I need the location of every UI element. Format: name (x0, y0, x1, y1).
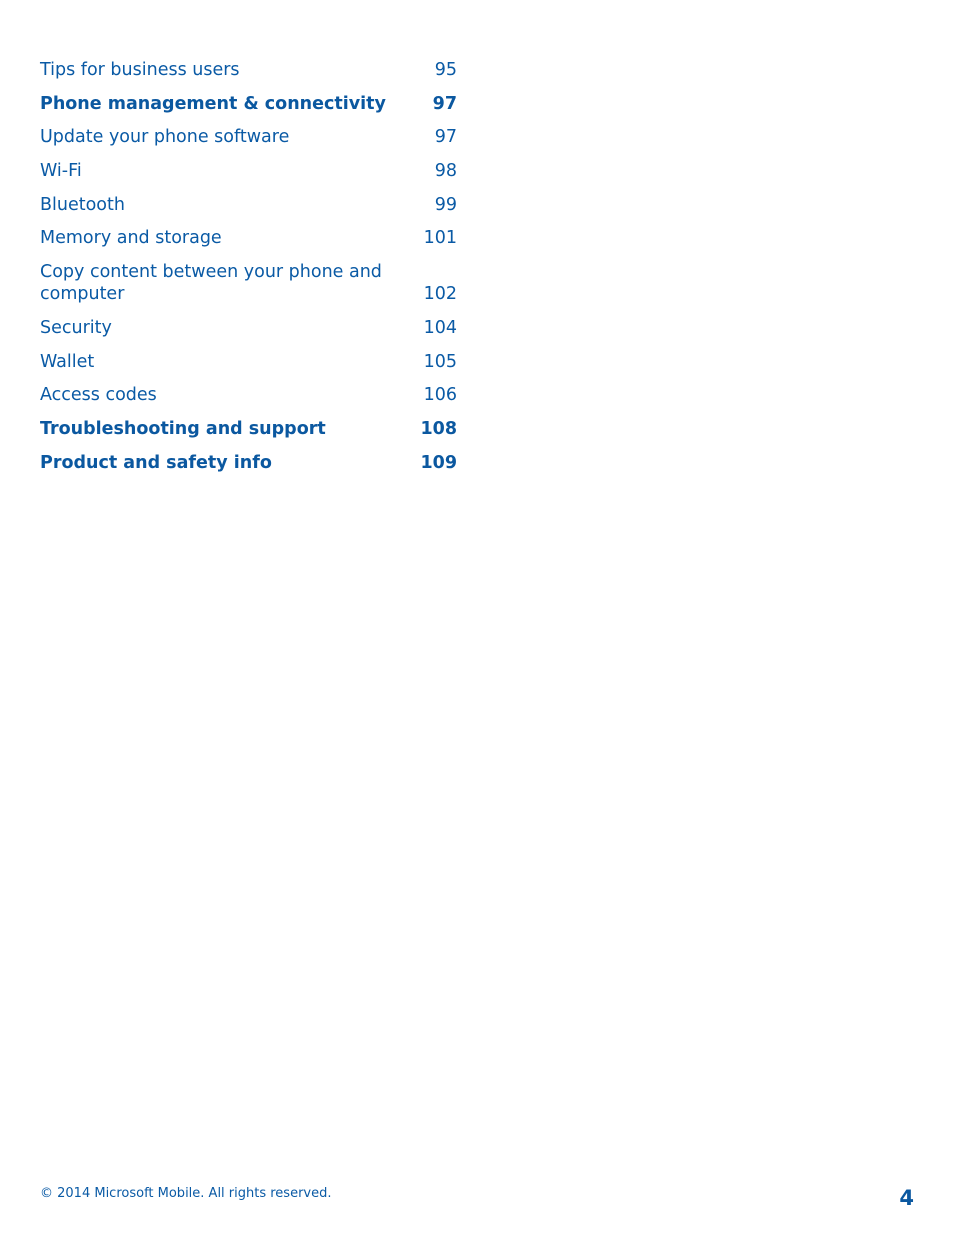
toc-entry-page: 101 (423, 228, 457, 249)
table-of-contents (40, 55, 457, 481)
toc-entry-title: Copy content between your phone and computer (40, 262, 382, 305)
toc-section-heading[interactable] (40, 414, 457, 448)
toc-entry[interactable] (40, 380, 457, 414)
toc-entry-title: Wallet (40, 351, 95, 372)
toc-entry[interactable] (40, 122, 457, 156)
toc-entry-title: Update your phone software (40, 127, 290, 148)
toc-entry[interactable] (40, 257, 457, 313)
toc-entry-page: 97 (434, 127, 457, 148)
toc-entry[interactable] (40, 223, 457, 257)
toc-entry-page: 97 (432, 93, 457, 114)
footer-copyright: © 2014 Microsoft Mobile. All rights reserved. (40, 1186, 332, 1201)
toc-entry-title: Wi-Fi (40, 161, 82, 182)
toc-entry-title: Access codes (40, 385, 157, 406)
toc-section-heading[interactable] (40, 448, 457, 482)
toc-entry-title: Product and safety info (40, 452, 272, 473)
toc-section-heading[interactable] (40, 89, 457, 123)
toc-entry[interactable] (40, 190, 457, 224)
page-number: 4 (899, 1186, 914, 1210)
toc-entry-page: 109 (420, 452, 457, 473)
toc-entry[interactable] (40, 347, 457, 381)
toc-entry-title: Tips for business users (40, 60, 240, 80)
toc-entry-title: Security (40, 317, 112, 338)
toc-entry-title: Troubleshooting and support (40, 418, 326, 439)
toc-entry[interactable] (40, 313, 457, 347)
toc-entry[interactable] (40, 156, 457, 190)
toc-entry-page: 99 (434, 194, 457, 215)
toc-entry-page: 105 (423, 351, 457, 372)
toc-entry-page: 108 (420, 418, 457, 439)
toc-entry-title: Phone management & connectivity (40, 93, 386, 114)
toc-entry-title: Bluetooth (40, 194, 125, 215)
toc-entry-page: 104 (423, 317, 457, 338)
toc-entry[interactable] (40, 55, 457, 89)
toc-entry-title: Memory and storage (40, 228, 222, 249)
toc-entry-page: 98 (434, 161, 457, 182)
toc-entry-page: 106 (423, 385, 457, 406)
toc-entry-page: 95 (434, 60, 457, 80)
toc-entry-page: 102 (423, 284, 457, 305)
